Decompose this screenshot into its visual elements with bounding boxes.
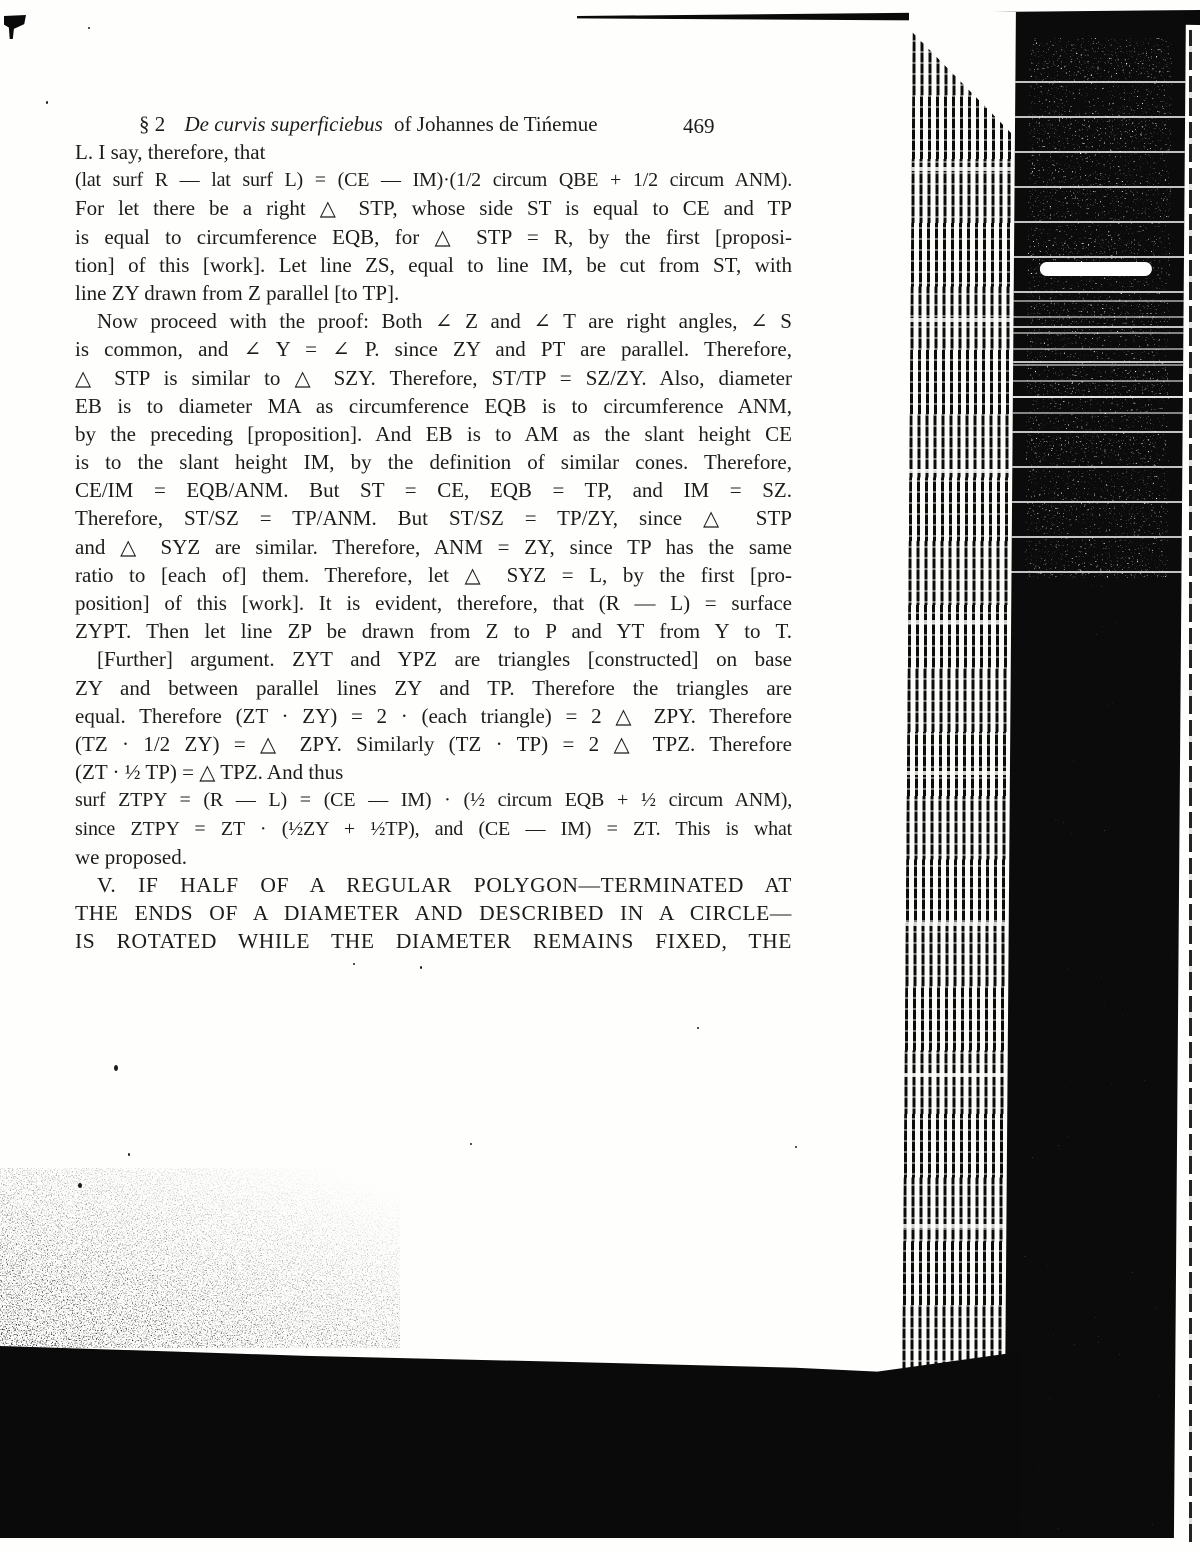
proposition-heading-line: IS ROTATED WHILE THE DIAMETER REMAINS FIXED, THE [75,929,792,954]
text-line: surf ZTPY = (R — L) = (CE — IM) · (½ circum EQB + ½ circum ANM), [75,789,792,812]
dust-speck [420,966,422,969]
section-mark: § 2 [139,112,166,136]
dust-speck [114,1065,118,1071]
text-line: line ZY drawn from Z parallel [to TP]. [75,280,400,305]
fanned-page-edges [902,20,1017,1378]
text-line: equal. Therefore (ZT · ZY) = 2 · (each triangle) = 2 △ ZPY. Therefore [75,703,792,728]
text-line: by the preceding [proposition]. And EB is to AM as the slant height CE [75,421,792,446]
proposition-heading-line: THE ENDS OF A DIAMETER AND DESCRIBED IN A CIRCLE— [75,901,792,926]
gutter-noise-top [1025,38,1171,578]
text-line: Now proceed with the proof: Both ∠ Z and ∠ T are right angles, ∠ S [97,309,792,334]
running-head-title-group [139,110,598,138]
text-line: ZY and between parallel lines ZY and TP. Therefore the triangles are [75,675,792,700]
text-line: L. I say, therefore, that [75,140,266,164]
scan-right-edge-line [1189,30,1192,1542]
running-head [75,110,791,140]
dust-speck [470,1143,472,1145]
text-line: we proposed. [75,844,187,869]
text-line: △ STP is similar to △ SZY. Therefore, ST/TP = SZ/ZY. Also, diameter [75,365,792,390]
dust-speck [46,101,48,104]
text-line: (ZT · ½ TP) = △ TPZ. And thus [75,760,344,785]
dust-speck [78,1183,82,1188]
work-title-suffix: of Johannes de Tińemue [394,112,598,136]
dust-speck [128,1153,130,1156]
dust-speck [795,1146,797,1148]
text-line: ratio to [each of] them. Therefore, let △ SYZ = L, by the first [pro- [75,562,792,587]
dust-speck [353,963,355,965]
text-line: is equal to circumference EQB, for △ STP = R, by the first [proposi- [75,224,792,249]
text-line: (TZ · 1/2 ZY) = △ ZPY. Similarly (TZ · TP) = 2 △ TPZ. Therefore [75,731,792,756]
dust-speck [88,27,90,29]
proposition-heading-line: V. IF HALF OF A REGULAR POLYGON—TERMINATED AT [97,872,792,897]
text-line: (lat surf R — lat surf L) = (CE — IM)·(1/2 circum QBE + 1/2 circum ANM). [75,169,792,192]
text-line: and △ SYZ are similar. Therefore, ANM = ZY, since TP has the same [75,534,792,559]
text-line: For let there be a right △ STP, whose side ST is equal to CE and TP [75,196,792,221]
text-line: is common, and ∠ Y = ∠ P. since ZY and PT are parallel. Therefore, [75,337,792,362]
gutter-noise-bottom [1004,572,1182,1532]
text-line: tion] of this [work]. Let line ZS, equal to line IM, be cut from ST, with [75,252,792,277]
body-text [75,138,792,955]
text-line: ZYPT. Then let line ZP be drawn from Z to P and YT from Y to T. [75,619,792,644]
text-line: CE/IM = EQB/ANM. But ST = CE, EQB = TP, and IM = SZ. [75,478,792,503]
text-line: EB is to diameter MA as circumference EQB is to circumference ANM, [75,393,792,418]
text-line: Therefore, ST/SZ = TP/ANM. But ST/SZ = TP/ZY, since △ STP [75,506,792,531]
text-line: position] of this [work]. It is evident, therefore, that (R — L) = surface [75,591,792,615]
work-title: De curvis superficiebus [184,112,383,136]
dust-speck [697,1027,699,1029]
corner-speckle-noise [0,1168,400,1348]
text-line: [Further] argument. ZYT and YPZ are triangles [constructed] on base [97,647,792,672]
text-line: since ZTPY = ZT · (½ZY + ½TP), and (CE — IM) = ZT. This is what [75,817,792,840]
page-number: 469 [683,114,715,138]
text-line: is to the slant height IM, by the definition of similar cones. Therefore, [75,450,792,475]
scan-gutter-shadow [1004,12,1186,1538]
